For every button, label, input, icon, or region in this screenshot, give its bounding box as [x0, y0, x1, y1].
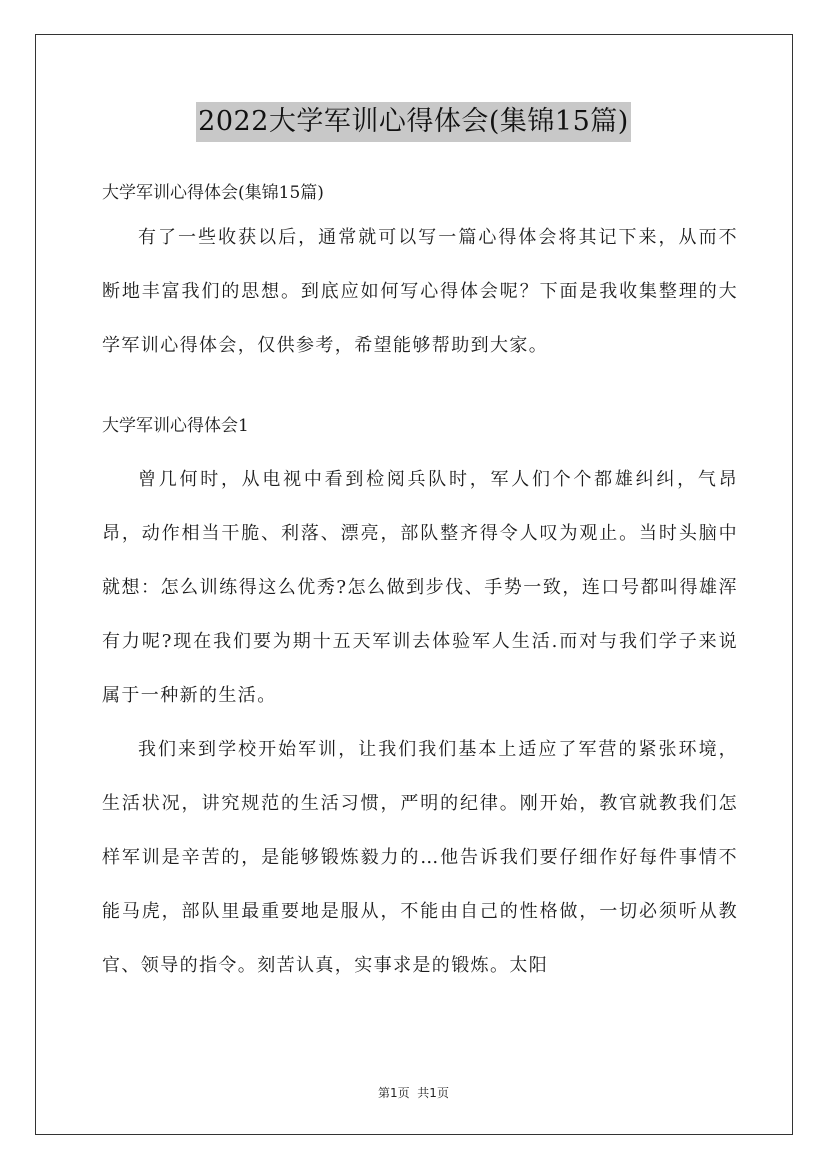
- body-paragraph: 我们来到学校开始军训，让我们我们基本上适应了军营的紧张环境，生活状况，讲究规范的生活习惯，严明的纪律。刚开始，教官就教我们怎样军训是辛苦的，是能够锻炼毅力的…他告诉我们要仔细作好每件事情不能马虎，部队里最重要地是服从，不能由自己的性格做，一切必须听从教官、领导的指令。刻苦认真，实事求是的锻炼。太阳: [102, 739, 738, 976]
- section-heading: 大学军训心得体会1: [102, 416, 249, 436]
- title-container: [0, 102, 827, 142]
- spacer: [102, 373, 738, 399]
- body-paragraph: 曾几何时，从电视中看到检阅兵队时，军人们个个都雄纠纠，气昂昂，动作相当干脆、利落、漂亮，部队整齐得令人叹为观止。当时头脑中就想：怎么训练得这么优秀?怎么做到步伐、手势一致，连口号都叫得雄浑有力呢?现在我们要为期十五天军训去体验军人生活.而对与我们学子来说属于一种新的生活。: [102, 469, 738, 706]
- document-subtitle: 大学军训心得体会(集锦15篇): [102, 183, 324, 203]
- document-title: 2022大学军训心得体会(集锦15篇): [196, 102, 631, 142]
- page-number: 第1页 共1页: [378, 1086, 449, 1100]
- intro-paragraph: 有了一些收获以后，通常就可以写一篇心得体会将其记下来，从而不断地丰富我们的思想。到底应如何写心得体会呢？下面是我收集整理的大学军训心得体会，仅供参考，希望能够帮助到大家。: [102, 227, 738, 356]
- document-body: [102, 175, 738, 993]
